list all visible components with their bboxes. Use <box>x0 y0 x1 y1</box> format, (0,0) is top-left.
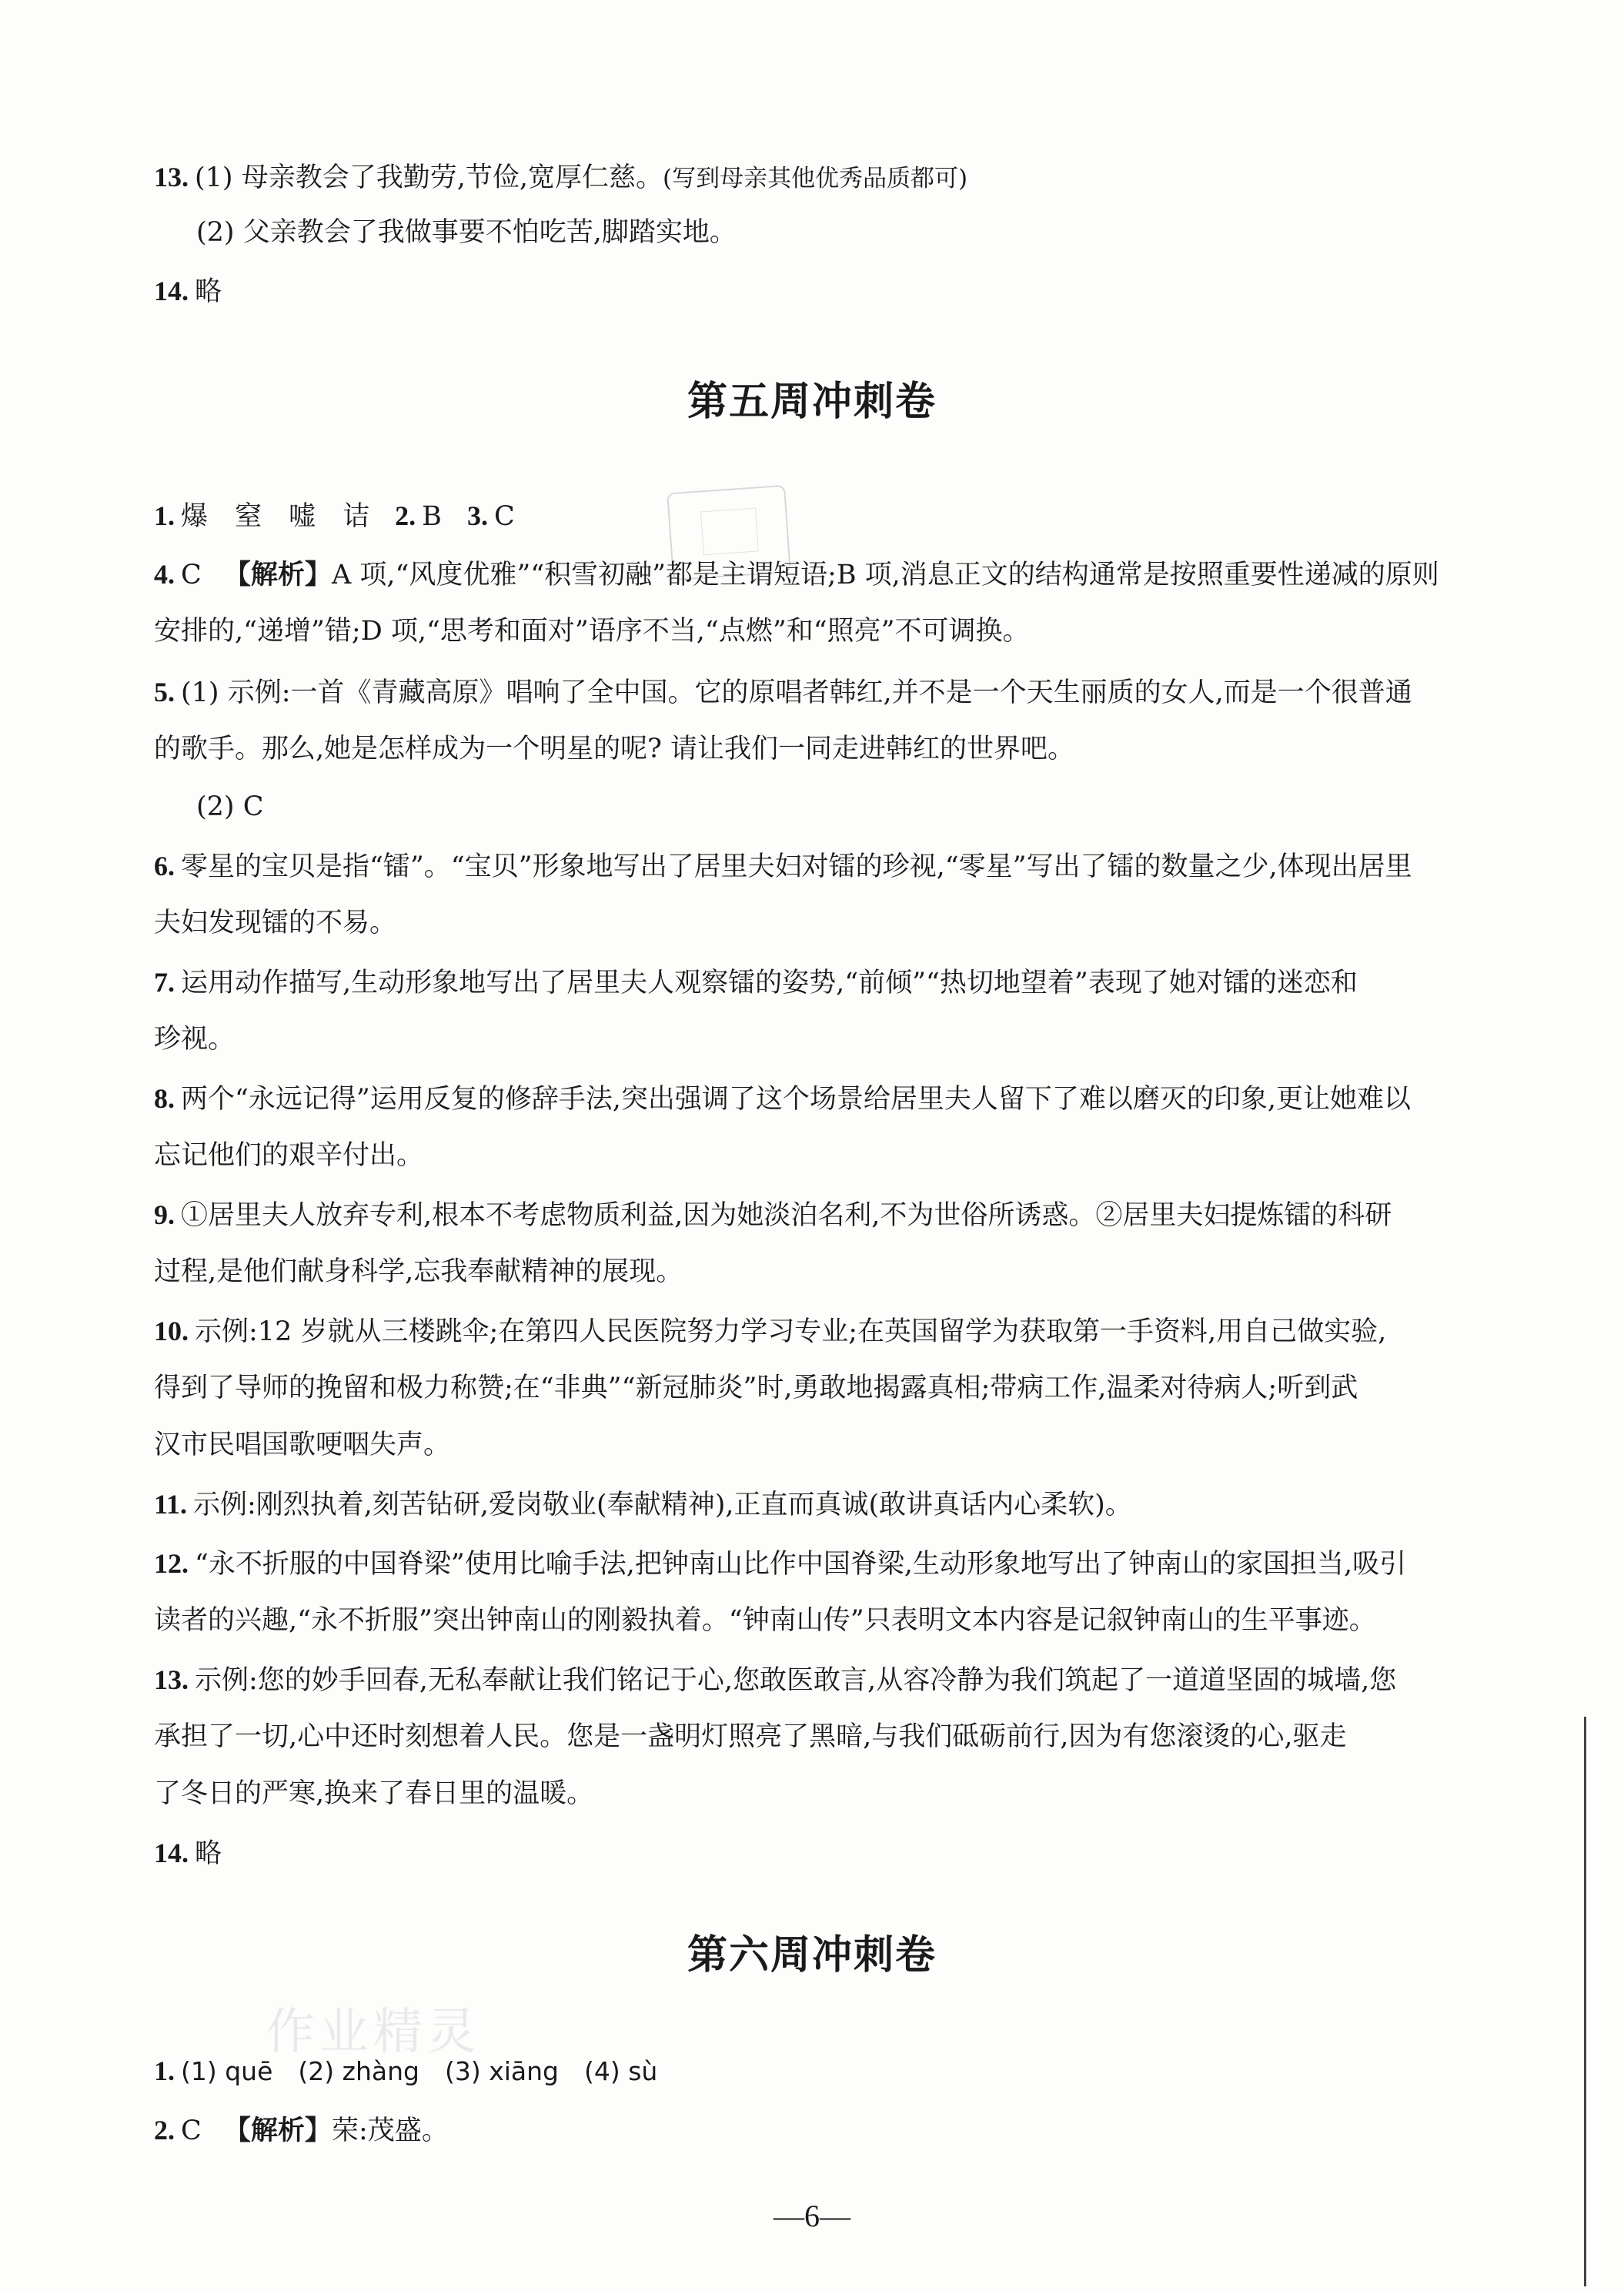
watermark-text: 作业精灵 <box>266 2004 481 2061</box>
answer-5-line2: 的歌手。那么,她是怎样成为一个明星的呢? 请让我们一同走进韩红的世界吧。 <box>154 734 1075 764</box>
answer-13-line3: 了冬日的严寒,换来了春日里的温暖。 <box>154 1778 594 1809</box>
page-edge-line <box>1584 1717 1586 2286</box>
answer-4-line1: 4. C 【解析】A 项,“风度优雅”“积雪初融”都是主谓短语;B 项,消息正文的结构通常是按照重要性递减的原则 <box>154 559 1439 590</box>
answer-10-line1: 10. 示例:12 岁就从三楼跳伞;在第四人民医院努力学习专业;在英国留学为获取第一手资料,用自己做实验, <box>154 1316 1387 1347</box>
answer-6-line1: 6. 零星的宝贝是指“镭”。“宝贝”形象地写出了居里夫妇对镭的珍视,“零星”写出了镭的数量之少,体现出居里 <box>154 851 1412 882</box>
answer-13-line1: 13. 示例:您的妙手回春,无私奉献让我们铭记于心,您敢医敢言,从容冷静为我们筑起了一道道坚固的城墙,您 <box>154 1664 1397 1696</box>
answer-10-line3: 汉市民唱国歌哽咽失声。 <box>154 1430 451 1460</box>
answer-5-line1: 5. (1) 示例:一首《青藏高原》唱响了全中国。它的原唱者韩红,并不是一个天生丽质的女人,而是一个很普通 <box>154 677 1412 708</box>
answer-4-line2: 安排的,“递增”错;D 项,“思考和面对”语序不当,“点燃”和“照亮”不可调换。 <box>154 616 1030 647</box>
section-title-week5: 第五周冲刺卷 <box>687 379 937 425</box>
answer-1-week6: 1. (1) quē (2) zhàng (3) xiāng (4) sù <box>154 2055 658 2086</box>
answer-14: 14. 略 <box>154 276 222 307</box>
answer-5-line3: (2) C <box>196 791 264 822</box>
answer-7-line1: 7. 运用动作描写,生动形象地写出了居里夫人观察镭的姿势,“前倾”“热切地望着”表现了她对镭的迷恋和 <box>154 967 1358 998</box>
answer-13-part1: 13. (1) 母亲教会了我勤劳,节俭,宽厚仁慈。(写到母亲其他优秀品质都可) <box>154 162 968 193</box>
answer-6-line2: 夫妇发现镭的不易。 <box>154 908 397 938</box>
answers-1-3: 1. 爆 窒 嘘 诘 2. B 3. C <box>154 500 515 532</box>
answer-10-line2: 得到了导师的挽留和极力称赞;在“非典”“新冠肺炎”时,勇敢地揭露真相;带病工作,温柔对待病人;听到武 <box>154 1373 1358 1403</box>
page-number: —6— <box>774 2199 850 2233</box>
answer-8-line2: 忘记他们的艰辛付出。 <box>154 1140 424 1171</box>
answer-13-line2: 承担了一切,心中还时刻想着人民。您是一盏明灯照亮了黑暗,与我们砥砺前行,因为有您滚烫的心,驱走 <box>154 1721 1347 1752</box>
answer-9-line2: 过程,是他们献身科学,忘我奉献精神的展现。 <box>154 1256 683 1287</box>
answer-7-line2: 珍视。 <box>154 1024 236 1055</box>
answer-13-part2: (2) 父亲教会了我做事要不怕吃苦,脚踏实地。 <box>196 217 737 248</box>
answer-14-week5: 14. 略 <box>154 1838 222 1869</box>
answer-11: 11. 示例:刚烈执着,刻苦钻研,爱岗敬业(奉献精神),正直而真诚(敢讲真话内心柔软)。 <box>154 1489 1132 1520</box>
answer-12-line2: 读者的兴趣,“永不折服”突出钟南山的刚毅执着。“钟南山传”只表明文本内容是记叙钟南山的生平事迹。 <box>154 1605 1376 1636</box>
answer-2-week6: 2. C 【解析】荣:茂盛。 <box>154 2115 449 2146</box>
section-title-week6: 第六周冲刺卷 <box>687 1932 937 1978</box>
answer-12-line1: 12. “永不折服的中国脊梁”使用比喻手法,把钟南山比作中国脊梁,生动形象地写出了钟南山的家国担当,吸引 <box>154 1548 1407 1580</box>
answer-8-line1: 8. 两个“永远记得”运用反复的修辞手法,突出强调了这个场景给居里夫人留下了难以磨灭的印象,更让她难以 <box>154 1083 1412 1115</box>
answer-9-line1: 9. ①居里夫人放弃专利,根本不考虑物质利益,因为她淡泊名利,不为世俗所诱惑。②居里夫妇提炼镭的科研 <box>154 1199 1392 1231</box>
